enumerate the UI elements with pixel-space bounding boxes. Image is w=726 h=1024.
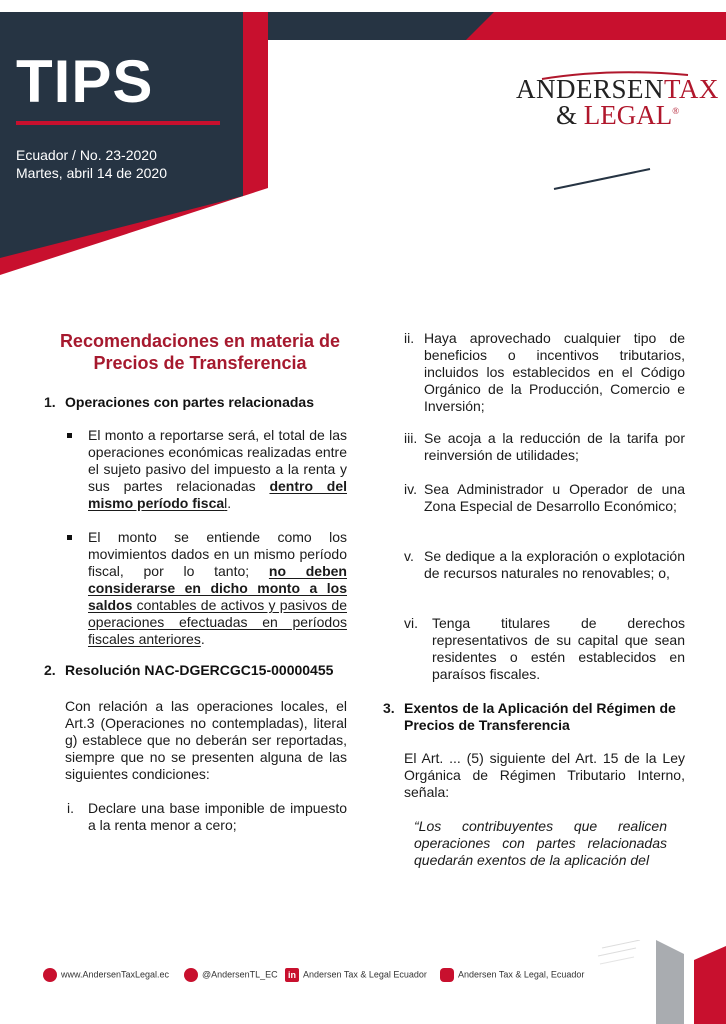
list-item-number: iv. <box>404 481 417 497</box>
linkedin-icon: in <box>285 968 299 982</box>
footer-linkedin[interactable] <box>285 966 427 983</box>
section3-number: 3. <box>383 700 395 716</box>
header-top-red-strip <box>466 12 726 40</box>
list-item: Declare una base imponible de impuesto a la renta menor a cero; <box>88 800 347 833</box>
bullet2-text: El monto se entiende como los movimientos dados en un mismo período fiscal, por lo tanto; <box>88 529 347 579</box>
list-item: Sea Administrador u Operador de una Zona Especial de Desarrollo Económico; <box>424 481 685 514</box>
bullet-marker <box>67 433 72 438</box>
decorative-diagonal-line <box>553 168 651 190</box>
list-item-number: iii. <box>404 430 418 446</box>
footer-decoration <box>596 940 726 1024</box>
list-item-number: i. <box>67 800 74 816</box>
youtube-icon <box>440 968 454 982</box>
footer-website[interactable] <box>43 966 169 983</box>
youtube-text: Andersen Tax & Legal, Ecuador <box>458 969 585 980</box>
article-title: Recomendaciones en materia de Precios de Transferencia <box>59 331 341 373</box>
section1-bullet2 <box>88 529 347 648</box>
logo-andersen: ANDERSEN <box>516 74 665 104</box>
section2-number: 2. <box>44 662 56 678</box>
logo-registered-mark: ® <box>672 106 680 116</box>
logo-ampersand: & <box>556 100 584 130</box>
bullet1-emphasis-tail: l <box>224 495 228 511</box>
section2-paragraph: Con relación a las operaciones locales, el Art.3 (Operaciones no contempladas), literal g) establece que no deberán ser reportadas, siempre que no se presenten alguna de las siguientes condiciones: <box>65 698 347 782</box>
twitter-icon <box>184 968 198 982</box>
list-item-number: ii. <box>404 330 415 346</box>
tips-title: TIPS <box>16 48 154 115</box>
website-link-text: www.AndersenTaxLegal.ec <box>61 969 170 980</box>
bullet-marker <box>67 535 72 540</box>
andersen-logo-line2 <box>556 100 679 131</box>
section1-heading: Operaciones con partes relacionadas <box>65 394 314 410</box>
bullet2-emphasis: no deben considerarse en dicho monto a los saldos <box>88 563 347 613</box>
bullet1-text: El monto a reportarse será, el total de las operaciones económicas realizadas entre el sujeto pasivo del impuesto a la renta y sus partes relacionadas <box>88 427 347 494</box>
list-item: Tenga titulares de derechos representativos de su capital que sean residentes o estén establecidos en paraísos fiscales. <box>432 615 685 682</box>
list-item: Se acoja a la reducción de la tarifa por reinversión de utilidades; <box>424 430 685 463</box>
section3-quote: “Los contribuyentes que realicen operaciones con partes relacionadas quedarán exentos de la aplicación del <box>414 818 667 868</box>
logo-tax: TAX <box>664 74 719 104</box>
footer-twitter[interactable] <box>184 966 278 983</box>
footer-youtube[interactable] <box>440 966 584 983</box>
logo-legal: LEGAL <box>583 100 673 130</box>
list-item: Haya aprovechado cualquier tipo de beneficios o incentivos tributarios, incluidos los establecidos en el Código Orgánico de la Producción, Comercio e Inversión; <box>424 330 685 414</box>
bullet1-end: . <box>227 495 232 511</box>
list-item-number: v. <box>404 548 414 564</box>
bullet2-underlined: contables de activos y pasivos de operaciones efectuadas en períodos fiscales anteriores <box>88 597 347 647</box>
twitter-handle-text: @AndersenTL_EC <box>202 969 278 980</box>
list-item-number: vi. <box>404 615 418 631</box>
title-underline <box>16 121 220 125</box>
link-icon <box>43 968 57 982</box>
section1-number: 1. <box>44 394 56 410</box>
section2-heading: Resolución NAC-DGERCGC15-00000455 <box>65 662 334 678</box>
section1-bullet1 <box>88 427 347 512</box>
list-item: Se dedique a la exploración o explotación de recursos naturales no renovables; o, <box>424 548 685 581</box>
linkedin-text: Andersen Tax & Legal Ecuador <box>303 969 427 980</box>
header-top-navy-strip <box>268 12 500 40</box>
issue-number: Ecuador / No. 23-2020 <box>16 147 157 163</box>
section3-paragraph: El Art. ... (5) siguiente del Art. 15 de la Ley Orgánica de Régimen Tributario Interno, señala: <box>404 750 685 800</box>
bullet2-end: . <box>200 631 205 647</box>
issue-date: Martes, abril 14 de 2020 <box>16 165 167 181</box>
bullet1-emphasis: dentro del mismo período fisca <box>88 478 347 511</box>
section3-heading: Exentos de la Aplicación del Régimen de Precios de Transferencia <box>404 700 676 733</box>
